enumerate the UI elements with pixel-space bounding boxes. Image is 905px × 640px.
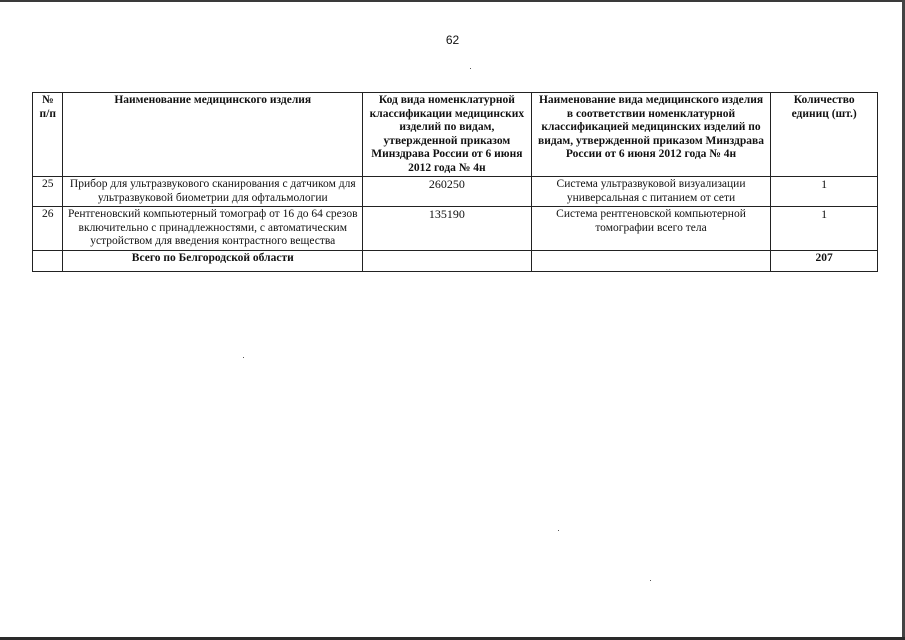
table-row: [33, 177, 878, 207]
row-classification-code: 260250: [363, 177, 532, 207]
row-device-name: Рентгеновский компьютерный томограф от 16 до 64 срезов включительно с принадлежностями, с автоматическим устройством для введения контрастного вещества: [63, 207, 363, 251]
scan-speck: [243, 357, 244, 358]
total-code-cell: [363, 250, 532, 271]
header-num: № п/п: [33, 93, 63, 177]
scan-speck: [650, 580, 651, 581]
row-quantity: 1: [771, 177, 878, 207]
medical-devices-table: [32, 92, 878, 272]
row-num: 25: [33, 177, 63, 207]
total-num-cell: [33, 250, 63, 271]
header-device-kind: Наименование вида медицинского изделия в соответствии номенклатурной классификацией медицинских изделий по видам, утвержденной приказом Минздрава России от 6 июня 2012 года № 4н: [531, 93, 771, 177]
header-classification-code: Код вида номенклатурной классификации медицинских изделий по видам, утвержденной приказом Минздрава России от 6 июня 2012 года № 4н: [363, 93, 532, 177]
row-device-kind: Система ультразвуковой визуализации универсальная с питанием от сети: [531, 177, 771, 207]
row-classification-code: 135190: [363, 207, 532, 251]
page-number: 62: [445, 33, 460, 47]
total-kind-cell: [531, 250, 771, 271]
scan-edge-top: [0, 0, 905, 2]
table-header-row: [33, 93, 878, 177]
scan-speck: [470, 68, 471, 69]
total-row: [33, 250, 878, 271]
header-device-name: Наименование медицинского изделия: [63, 93, 363, 177]
scan-speck: [558, 530, 559, 531]
row-num: 26: [33, 207, 63, 251]
total-label: Всего по Белгородской области: [63, 250, 363, 271]
table-row: [33, 207, 878, 251]
row-quantity: 1: [771, 207, 878, 251]
total-quantity: 207: [771, 250, 878, 271]
row-device-kind: Система рентгеновской компьютерной томографии всего тела: [531, 207, 771, 251]
row-device-name: Прибор для ультразвукового сканирования с датчиком для ультразвуковой биометрии для офтальмологии: [63, 177, 363, 207]
header-quantity: Количество единиц (шт.): [771, 93, 878, 177]
